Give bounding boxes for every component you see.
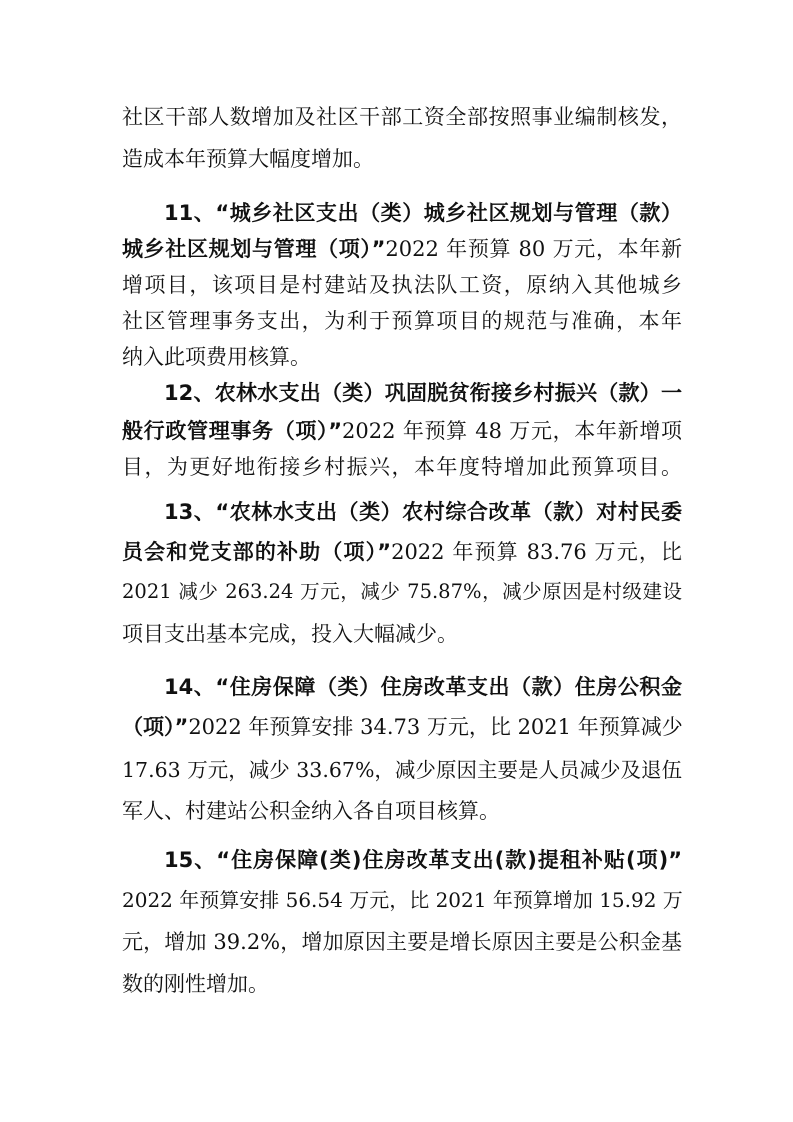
item11-line-3: 增项目，该项目是村建站及执法队工资，原纳入其他城乡 <box>122 273 682 297</box>
item12-line-2 <box>122 417 682 445</box>
item15-line-3: 元，增加 39.2%，增加原因主要是增长原因主要是公积金基 <box>122 930 682 954</box>
item12-line-2-text: 2022 年预算 48 万元，本年新增项 <box>342 419 682 443</box>
item13-heading-line-2: 员会和党支部的补助（项）” <box>122 540 392 564</box>
item12-line-3: 目，为更好地衔接乡村振兴，本年度特增加此预算项目。 <box>122 455 682 479</box>
item13-line-4: 项目支出基本完成，投入大幅减少。 <box>122 622 458 646</box>
item11-line-4: 社区管理事务支出，为利于预算项目的规范与准确，本年 <box>122 309 682 333</box>
item11-line-5: 纳入此项费用核算。 <box>122 345 311 369</box>
item11-heading-line-2: 城乡社区规划与管理（项）” <box>122 237 386 261</box>
item14-heading-line-2: （项）” <box>122 715 189 739</box>
item13-line-2 <box>122 538 682 566</box>
intro-line-2: 造成本年预算大幅度增加。 <box>122 147 374 171</box>
item15-heading-line-1: 15、“住房保障(类)住房改革支出(款)提租补贴(项)” <box>164 848 682 872</box>
item13-line-3: 2021 减少 263.24 万元，减少 75.87%，减少原因是村级建设 <box>122 580 682 603</box>
item14-line-3: 17.63 万元，减少 33.67%，减少原因主要是人员减少及退伍 <box>122 758 682 782</box>
item13-heading-line-1: 13、“农林水支出（类）农村综合改革（款）对村民委 <box>164 500 682 524</box>
item11-line-2 <box>122 235 682 263</box>
item14-line-2 <box>122 713 682 741</box>
item11-line-2-text: 2022 年预算 80 万元，本年新 <box>385 237 682 261</box>
item14-line-2-text: 2022 年预算安排 34.73 万元，比 2021 年预算减少 <box>188 715 683 739</box>
item12-heading-line-2: 般行政管理事务（项）” <box>122 419 343 443</box>
item15-line-2: 2022 年预算安排 56.54 万元，比 2021 年预算增加 15.92 万 <box>122 888 683 912</box>
item15-line-4: 数的刚性增加。 <box>122 972 269 996</box>
item11-heading-line-1: 11、“城乡社区支出（类）城乡社区规划与管理（款） <box>164 201 682 225</box>
item13-line-2-text: 2022 年预算 83.76 万元，比 <box>391 540 682 564</box>
item12-heading-line-1: 12、农林水支出（类）巩固脱贫衔接乡村振兴（款）一 <box>164 381 682 405</box>
item14-heading-line-1: 14、“住房保障（类）住房改革支出（款）住房公积金 <box>164 675 682 699</box>
intro-line-1: 社区干部人数增加及社区干部工资全部按照事业编制核发， <box>122 105 682 129</box>
item14-line-4: 军人、村建站公积金纳入各自项目核算。 <box>122 799 500 823</box>
